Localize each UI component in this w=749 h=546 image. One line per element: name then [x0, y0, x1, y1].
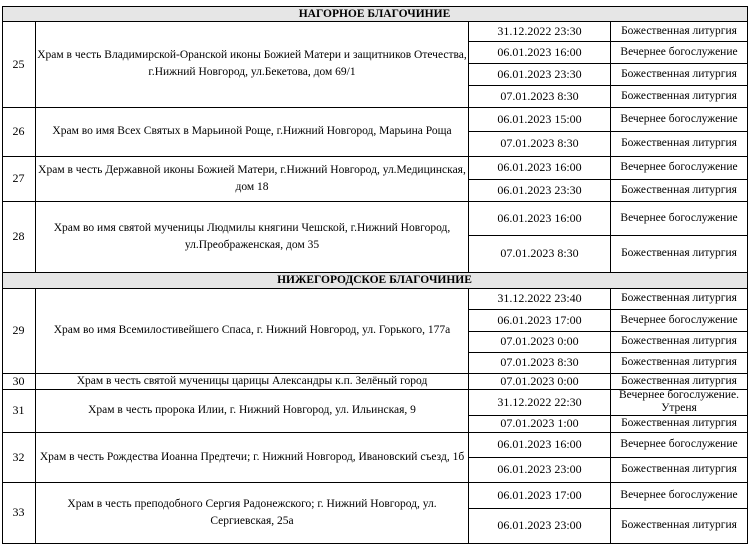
- service-datetime: 07.01.2023 8:30: [500, 136, 579, 150]
- service-type: Вечернее богослужение: [620, 438, 738, 450]
- service-datetime: 06.01.2023 23:30: [497, 66, 582, 81]
- service-datetime: 07.01.2023 0:00: [500, 334, 579, 348]
- grid-line: [747, 21, 748, 108]
- grid-line: [2, 201, 3, 273]
- church-name: [36, 201, 468, 272]
- service-type: Божественная литургия: [621, 137, 737, 149]
- church-name: [36, 156, 468, 201]
- service-type: Божественная литургия: [621, 374, 737, 387]
- church-name: [36, 389, 468, 432]
- grid-line: [35, 156, 36, 202]
- service-type: Божественная литургия: [621, 463, 737, 475]
- service-type: Вечернее богослужение: [620, 112, 738, 125]
- grid-line: [747, 288, 748, 374]
- grid-line: [468, 415, 748, 416]
- church-number: 31: [12, 403, 25, 417]
- grid-line: [35, 373, 36, 390]
- church-name: [36, 288, 468, 373]
- service-datetime: 07.01.2023 8:30: [500, 246, 579, 260]
- church-name: [36, 482, 468, 543]
- grid-line: [747, 6, 748, 22]
- grid-line: [35, 432, 36, 483]
- grid-line: [35, 21, 36, 108]
- grid-line: [2, 272, 748, 273]
- church-name: [36, 107, 468, 156]
- grid-line: [610, 201, 611, 273]
- grid-line: [2, 272, 3, 289]
- church-number: 29: [12, 323, 25, 337]
- service-datetime: 07.01.2023 1:00: [500, 416, 579, 430]
- grid-line: [468, 63, 748, 64]
- service-datetime: 06.01.2023 17:00: [497, 312, 582, 327]
- grid-line: [468, 352, 748, 353]
- church-name-text: Храм в честь пророка Илии, г. Нижний Новгород, ул. Ильинская, 9: [88, 404, 416, 416]
- grid-line: [35, 389, 36, 433]
- grid-line: [610, 432, 611, 483]
- grid-line: [2, 107, 3, 157]
- church-name: [36, 373, 468, 389]
- grid-line: [468, 131, 748, 132]
- church-number: 33: [12, 505, 25, 519]
- service-datetime: 06.01.2023 17:00: [497, 487, 582, 502]
- grid-line: [468, 508, 748, 509]
- grid-line: [468, 288, 469, 374]
- service-type: Вечернее богослужение: [620, 211, 738, 224]
- grid-line: [35, 107, 36, 157]
- grid-line: [610, 482, 611, 544]
- grid-line: [468, 457, 748, 458]
- service-type: Вечернее богослужение: [620, 45, 738, 58]
- grid-line: [2, 432, 3, 483]
- service-type: Вечернее богослужение: [620, 313, 738, 326]
- grid-line: [747, 201, 748, 273]
- grid-line: [2, 543, 748, 544]
- service-datetime: 31.12.2022 23:40: [497, 291, 582, 305]
- service-datetime: 07.01.2023 0:00: [500, 373, 579, 388]
- grid-line: [747, 389, 748, 433]
- grid-line: [610, 389, 611, 433]
- grid-line: [747, 482, 748, 544]
- service-datetime: 06.01.2023 23:00: [497, 462, 582, 476]
- section-title: НАГОРНОЕ БЛАГОЧИНИЕ: [298, 8, 451, 20]
- service-type: Божественная литургия: [621, 24, 737, 37]
- grid-line: [747, 107, 748, 157]
- church-name-text: Храм во имя Всех Святых в Марьиной Роще, г.Нижний Новгород, Марьина Роща: [52, 125, 452, 137]
- service-type: Вечернее богослужение. Утреня: [618, 389, 740, 414]
- church-name: [36, 21, 468, 107]
- service-type: Божественная литургия: [621, 335, 737, 347]
- grid-line: [35, 482, 36, 544]
- grid-line: [468, 201, 469, 273]
- church-name-text: Храм в честь Владимирской-Оранской иконы Божией Матери и защитников Отечества, г.Нижний Новгород, ул.Бекетова, дом 69/1: [37, 49, 467, 78]
- service-datetime: 07.01.2023 8:30: [500, 88, 579, 103]
- church-name-text: Храм в честь преподобного Сергия Радонежского; г. Нижний Новгород, ул. Сергиевская, 25а: [67, 497, 437, 527]
- grid-line: [468, 85, 748, 86]
- grid-line: [468, 21, 469, 108]
- grid-line: [2, 373, 3, 390]
- church-name-text: Храм в честь Державной иконы Божией Матери, г.Нижний Новгород, ул.Медицинская, дом 18: [38, 163, 466, 193]
- grid-line: [610, 156, 611, 202]
- grid-line: [2, 482, 3, 544]
- grid-line: [610, 107, 611, 157]
- grid-line: [610, 373, 611, 390]
- grid-line: [468, 373, 469, 390]
- service-datetime: 06.01.2023 16:00: [497, 437, 582, 451]
- grid-line: [747, 373, 748, 390]
- grid-line: [468, 107, 469, 157]
- service-type: Божественная литургия: [621, 183, 737, 196]
- church-name: [36, 432, 468, 482]
- church-name-text: Храм во имя святой мученицы Людмилы княгини Чешской, г.Нижний Новгород, ул.Преображенская, дом 35: [53, 221, 451, 251]
- church-name-text: Храм в честь святой мученицы царицы Александры к.п. Зелёный город: [76, 374, 428, 387]
- grid-line: [610, 288, 611, 374]
- church-number: 26: [12, 124, 25, 138]
- service-type: Вечернее богослужение: [620, 161, 738, 173]
- service-datetime: 31.12.2022 23:30: [497, 23, 582, 38]
- service-type: Вечернее богослужение: [620, 488, 738, 501]
- grid-line: [610, 21, 611, 108]
- church-number: 27: [12, 171, 25, 185]
- section-title: НИЖЕГОРОДСКОЕ БЛАГОЧИНИЕ: [277, 274, 472, 286]
- grid-line: [468, 389, 469, 433]
- grid-line: [468, 179, 748, 180]
- service-type: Божественная литургия: [621, 89, 737, 102]
- grid-line: [2, 6, 3, 22]
- grid-line: [468, 156, 469, 202]
- service-datetime: 31.12.2022 22:30: [497, 394, 582, 409]
- service-datetime: 06.01.2023 15:00: [497, 111, 582, 126]
- service-type: Божественная литургия: [621, 292, 737, 304]
- grid-line: [2, 156, 3, 202]
- church-number: 28: [12, 229, 25, 243]
- grid-line: [468, 41, 748, 42]
- service-datetime: 06.01.2023 16:00: [497, 210, 582, 225]
- church-name-text: Храм в честь Рождества Иоанна Предтечи; г. Нижний Новгород, Ивановский съезд, 1б: [39, 450, 465, 463]
- grid-line: [468, 432, 469, 483]
- grid-line: [35, 201, 36, 273]
- church-number: 30: [12, 374, 25, 388]
- service-type: Божественная литургия: [621, 356, 737, 368]
- service-type: Божественная литургия: [621, 67, 737, 80]
- church-number: 32: [12, 450, 25, 464]
- grid-line: [2, 288, 3, 374]
- grid-line: [747, 156, 748, 202]
- grid-line: [468, 235, 748, 236]
- service-datetime: 06.01.2023 16:00: [497, 44, 582, 59]
- service-type: Божественная литургия: [621, 417, 737, 429]
- grid-line: [35, 288, 36, 374]
- grid-line: [2, 389, 3, 433]
- grid-line: [747, 272, 748, 289]
- grid-line: [2, 21, 3, 108]
- service-datetime: 07.01.2023 8:30: [500, 355, 579, 369]
- grid-line: [468, 309, 748, 310]
- service-datetime: 06.01.2023 23:30: [497, 182, 582, 197]
- church-number: 25: [12, 57, 25, 71]
- grid-line: [468, 331, 748, 332]
- service-type: Божественная литургия: [621, 247, 737, 259]
- grid-line: [468, 482, 469, 544]
- service-type: Божественная литургия: [621, 519, 737, 531]
- church-name-text: Храм во имя Всемилостивейшего Спаса, г. Нижний Новгород, ул. Горького, 177а: [53, 324, 451, 336]
- grid-line: [2, 6, 748, 7]
- service-datetime: 06.01.2023 16:00: [497, 160, 582, 174]
- service-datetime: 06.01.2023 23:00: [497, 518, 582, 532]
- grid-line: [747, 432, 748, 483]
